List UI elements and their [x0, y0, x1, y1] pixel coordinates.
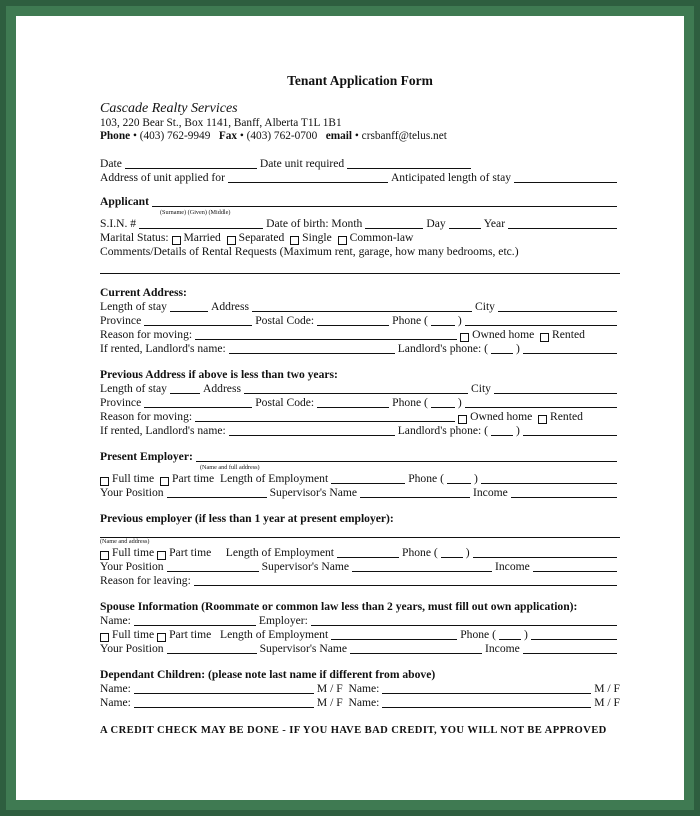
current-phone-label: Phone (	[392, 314, 428, 327]
marital-label: Marital Status:	[100, 231, 169, 244]
dob-day-field[interactable]	[449, 217, 481, 229]
previous-landlord-field[interactable]	[229, 424, 395, 436]
previous-length-label: Length of Employment	[225, 546, 334, 559]
comments-label: Comments/Details of Rental Requests (Maximum rent, garage, how many bedrooms, etc.)	[100, 245, 519, 258]
green-frame	[6, 6, 694, 810]
previous-reason-field[interactable]	[195, 410, 455, 422]
page-title: Tenant Application Form	[287, 73, 433, 88]
present-position-label: Your Position	[100, 486, 164, 499]
dependant-mf-label: M / F	[594, 682, 620, 695]
previous-phone-label: Phone (	[392, 396, 428, 409]
previous-fulltime-checkbox[interactable]	[100, 551, 109, 560]
applicant-name-field[interactable]	[152, 195, 617, 207]
dob-year-field[interactable]	[508, 217, 617, 229]
single-checkbox[interactable]	[290, 236, 299, 245]
company-address: 103, 220 Bear St., Box 1141, Banff, Alberta T1L 1B1	[100, 117, 342, 129]
present-length-label: Length of Employment	[219, 472, 329, 485]
dependant-mf-label: M / F	[316, 682, 343, 695]
previous-landlord-phone-field[interactable]	[523, 424, 617, 436]
previous-length-field[interactable]	[337, 546, 399, 558]
spouse-employer-label: Employer:	[258, 614, 308, 627]
previous-phone-label: Phone (	[402, 546, 438, 559]
dob-label: Date of birth: Month	[266, 217, 363, 230]
dependant-row	[100, 682, 620, 696]
sin-label: S.I.N. #	[100, 217, 137, 230]
previous-stay-row	[100, 382, 620, 396]
date-field[interactable]	[125, 157, 257, 169]
date-unit-required-label: Date unit required	[259, 157, 345, 170]
current-rented-checkbox[interactable]	[540, 333, 549, 342]
previous-income-field[interactable]	[533, 560, 617, 572]
present-employment-row: Full time Part time Length of Employment Phone ( )	[100, 472, 620, 486]
common-law-checkbox[interactable]	[338, 236, 347, 245]
present-parttime-label: Part time	[172, 472, 215, 485]
previous-owned-checkbox[interactable]	[458, 415, 467, 424]
dependant-name-field[interactable]	[382, 696, 591, 708]
email-label: email	[325, 130, 353, 142]
single-label: Single	[302, 231, 332, 244]
dependants-heading: Dependant Children: (please note last name if different from above)	[100, 668, 436, 681]
spouse-income-label: Income	[485, 642, 520, 655]
previous-rented-checkbox[interactable]	[538, 415, 547, 424]
dependant-name-field[interactable]	[382, 682, 591, 694]
present-fulltime-label: Full time	[112, 472, 155, 485]
company-email: • crsbanff@telus.net	[352, 130, 447, 142]
applicant-name-hint: (Surname) (Given) (Middle)	[160, 209, 231, 216]
form-page	[16, 16, 684, 800]
previous-employment-row: Full time Part time Length of Employment Phone ( )	[100, 546, 620, 560]
current-landlord-phone-label: Landlord's phone: (	[397, 342, 489, 355]
spouse-phone-area-field[interactable]	[499, 628, 521, 640]
marital-row	[100, 231, 620, 245]
current-stay-field[interactable]	[170, 300, 208, 312]
previous-supervisor-label: Supervisor's Name	[261, 560, 350, 573]
present-fulltime-checkbox[interactable]	[100, 477, 109, 486]
present-employer-hint: (Name and full address)	[200, 464, 260, 471]
spouse-phone-field[interactable]	[531, 628, 617, 640]
previous-stay-label: Length of stay	[100, 382, 167, 395]
dependant-row	[100, 696, 620, 710]
married-checkbox[interactable]	[172, 236, 181, 245]
spouse-employment-row: Full time Part time Length of Employment Phone ( )	[100, 628, 620, 642]
anticipated-stay-field[interactable]	[514, 171, 617, 183]
current-landlord-row: If rented, Landlord's name: Landlord's phone: ( )	[100, 342, 620, 356]
previous-phone-field[interactable]	[473, 546, 617, 558]
previous-position-row	[100, 560, 620, 574]
spouse-parttime-label: Part time	[169, 628, 212, 641]
spouse-position-row	[100, 642, 620, 656]
current-stay-row	[100, 300, 620, 314]
current-owned-checkbox[interactable]	[460, 333, 469, 342]
previous-employer-hint: (Name and address)	[100, 538, 150, 545]
current-phone-area-field[interactable]	[431, 314, 455, 326]
previous-landlord-phone-label: Landlord's phone: (	[397, 424, 489, 437]
current-landlord-area-field[interactable]	[491, 342, 513, 354]
present-phone-label: Phone (	[408, 472, 444, 485]
phone-label: Phone	[100, 130, 131, 142]
unit-address-label: Address of unit applied for	[100, 171, 225, 184]
previous-reason-row	[100, 410, 620, 424]
spouse-supervisor-label: Supervisor's Name	[259, 642, 348, 655]
current-city-field[interactable]	[498, 300, 617, 312]
date-row	[100, 157, 620, 171]
current-address-label: Address	[210, 300, 249, 313]
previous-landlord-label: If rented, Landlord's name:	[100, 424, 226, 437]
previous-landlord-area-field[interactable]	[491, 424, 513, 436]
previous-province-row: Province Postal Code: Phone ( )	[100, 396, 620, 410]
previous-parttime-label: Part time	[169, 546, 212, 559]
dependant-mf-label: M / F	[594, 696, 620, 709]
present-employer-row	[100, 450, 620, 464]
current-postal-field[interactable]	[317, 314, 389, 326]
previous-landlord-row: If rented, Landlord's name: Landlord's phone: ( )	[100, 424, 620, 438]
comments-row	[100, 245, 620, 259]
current-stay-label: Length of stay	[100, 300, 167, 313]
present-supervisor-field[interactable]	[360, 486, 470, 498]
dependant-name-label: Name:	[100, 682, 131, 695]
current-reason-label: Reason for moving:	[100, 328, 193, 341]
dependant-name-label: Name:	[348, 682, 380, 695]
unit-address-row	[100, 171, 620, 185]
current-reason-field[interactable]	[195, 328, 457, 340]
company-name: Cascade Realty Services	[100, 101, 238, 116]
previous-position-field[interactable]	[167, 560, 259, 572]
previous-city-label: City	[470, 382, 491, 395]
fax-label: Fax	[218, 130, 238, 142]
spouse-position-label: Your Position	[100, 642, 164, 655]
current-province-field[interactable]	[144, 314, 252, 326]
present-parttime-checkbox[interactable]	[160, 477, 169, 486]
present-phone-field[interactable]	[481, 472, 617, 484]
current-address-heading: Current Address:	[100, 286, 187, 299]
company-phone: • (403) 762-9949	[130, 130, 211, 142]
spouse-employer-field[interactable]	[311, 614, 617, 626]
dependant-name-field[interactable]	[134, 682, 314, 694]
previous-income-label: Income	[495, 560, 530, 573]
present-position-row	[100, 486, 620, 500]
present-employer-heading: Present Employer:	[100, 450, 193, 463]
previous-fulltime-label: Full time	[112, 546, 155, 559]
previous-leaving-label: Reason for leaving:	[100, 574, 191, 587]
spouse-position-field[interactable]	[167, 642, 257, 654]
present-phone-area-field[interactable]	[447, 472, 471, 484]
previous-phone-area-field[interactable]	[431, 396, 455, 408]
applicant-heading: Applicant	[100, 195, 149, 208]
credit-check-notice: A CREDIT CHECK MAY BE DONE - IF YOU HAVE BAD CREDIT, YOU WILL NOT BE APPROVED	[100, 725, 607, 736]
previous-postal-field[interactable]	[317, 396, 389, 408]
present-income-field[interactable]	[511, 486, 617, 498]
unit-address-field[interactable]	[228, 171, 388, 183]
current-landlord-field[interactable]	[229, 342, 395, 354]
date-label: Date	[100, 157, 122, 170]
spouse-name-field[interactable]	[134, 614, 256, 626]
previous-phone-area-field[interactable]	[441, 546, 463, 558]
separated-label: Separated	[238, 231, 285, 244]
dependant-name-field[interactable]	[134, 696, 314, 708]
married-label: Married	[183, 231, 221, 244]
spouse-length-label: Length of Employment	[220, 628, 329, 641]
present-position-field[interactable]	[167, 486, 267, 498]
previous-reason-label: Reason for moving:	[100, 410, 193, 423]
previous-address-label: Address	[202, 382, 241, 395]
previous-parttime-checkbox[interactable]	[157, 551, 166, 560]
common-law-label: Common-law	[349, 231, 414, 244]
spouse-heading: Spouse Information (Roommate or common law less than 2 years, must fill out own application):	[100, 600, 578, 613]
company-fax: • (403) 762-0700	[237, 130, 318, 142]
previous-address-field[interactable]	[244, 382, 468, 394]
current-province-label: Province	[100, 314, 142, 327]
previous-leaving-row	[100, 574, 620, 588]
previous-employer-heading: Previous employer (if less than 1 year at present employer):	[100, 512, 394, 525]
current-reason-row	[100, 328, 620, 342]
dob-year-label: Year	[483, 217, 506, 230]
previous-owned-label: Owned home	[470, 410, 533, 423]
present-length-field[interactable]	[331, 472, 405, 484]
spouse-fulltime-checkbox[interactable]	[100, 633, 109, 642]
previous-rented-label: Rented	[550, 410, 583, 423]
previous-address-heading: Previous Address if above is less than two years:	[100, 368, 338, 381]
current-postal-label: Postal Code:	[255, 314, 315, 327]
sin-field[interactable]	[139, 217, 263, 229]
previous-leaving-field[interactable]	[194, 574, 617, 586]
current-owned-label: Owned home	[472, 328, 535, 341]
dob-day-label: Day	[426, 217, 446, 230]
current-address-field[interactable]	[252, 300, 472, 312]
dependant-mf-label: M / F	[316, 696, 343, 709]
spouse-supervisor-field[interactable]	[350, 642, 482, 654]
separated-checkbox[interactable]	[227, 236, 236, 245]
spouse-parttime-checkbox[interactable]	[157, 633, 166, 642]
company-contact	[100, 130, 620, 143]
present-supervisor-label: Supervisor's Name	[269, 486, 358, 499]
dob-month-field[interactable]	[365, 217, 423, 229]
dependant-name-label: Name:	[348, 696, 380, 709]
spouse-fulltime-label: Full time	[112, 628, 155, 641]
spouse-name-row	[100, 614, 620, 628]
previous-phone-field[interactable]	[465, 396, 617, 408]
anticipated-stay-label: Anticipated length of stay	[390, 171, 512, 184]
previous-province-label: Province	[100, 396, 142, 409]
current-province-row: Province Postal Code: Phone ( )	[100, 314, 620, 328]
applicant-row	[100, 195, 620, 209]
current-landlord-label: If rented, Landlord's name:	[100, 342, 226, 355]
previous-province-field[interactable]	[144, 396, 252, 408]
current-rented-label: Rented	[552, 328, 585, 341]
previous-employer-field[interactable]	[100, 526, 620, 538]
current-phone-field[interactable]	[465, 314, 617, 326]
dependant-name-label: Name:	[100, 696, 131, 709]
current-city-label: City	[474, 300, 495, 313]
current-landlord-phone-field[interactable]	[523, 342, 617, 354]
spouse-length-field[interactable]	[331, 628, 457, 640]
comments-field[interactable]	[100, 259, 620, 274]
present-employer-field[interactable]	[196, 450, 617, 462]
previous-stay-field[interactable]	[170, 382, 200, 394]
form-document	[100, 74, 620, 738]
sin-row	[100, 217, 620, 231]
previous-supervisor-field[interactable]	[352, 560, 492, 572]
previous-postal-label: Postal Code:	[255, 396, 315, 409]
previous-city-field[interactable]	[494, 382, 617, 394]
previous-position-label: Your Position	[100, 560, 164, 573]
spouse-phone-label: Phone (	[460, 628, 496, 641]
spouse-name-label: Name:	[100, 614, 131, 627]
date-unit-required-field[interactable]	[347, 157, 471, 169]
present-income-label: Income	[473, 486, 508, 499]
spouse-income-field[interactable]	[523, 642, 617, 654]
